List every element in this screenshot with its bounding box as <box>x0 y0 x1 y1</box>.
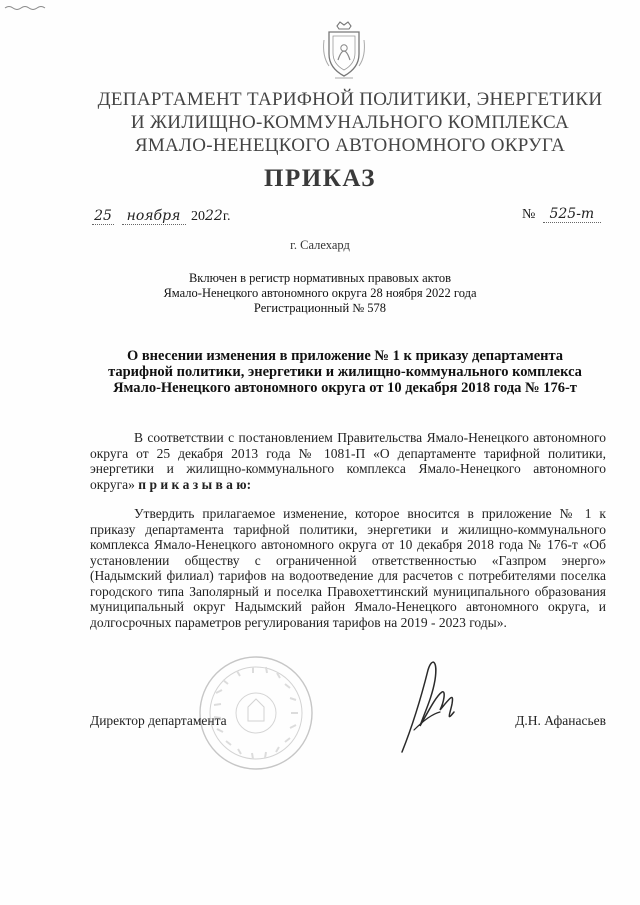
body-paragraph-2: Утвердить прилагаемое изменение, которое вносится в приложение № 1 к приказу департамента тарифной политики, энергетики и жилищно-коммунального комплекса Ямало-Ненецкого автономного округа от 10 декабря 2018 года № 176-т «Об установлении обществу с ограниченной ответственностью «Газпром энерго» (Надымский филиал) тарифов на водоотведение для расчетов с потребителями поселка городского типа Заполярный и поселка Правохеттинский муниципального образования муниципальный округ Надымский район Ямало-Ненецкого автономного округа, и долгосрочных параметров регулирования тарифов на 2019 - 2023 годы». <box>90 506 606 630</box>
scan-mark <box>4 4 46 12</box>
body-paragraph-1 <box>90 430 606 492</box>
coat-of-arms-icon <box>321 20 367 82</box>
date-year-prefix: 20 <box>191 209 205 224</box>
order-date <box>92 208 231 225</box>
signatory-position: Директор департамента <box>90 713 227 728</box>
department-name-line-1: ДЕПАРТАМЕНТ ТАРИФНОЙ ПОЛИТИКИ, ЭНЕРГЕТИКИ <box>97 89 603 110</box>
date-day: 25 <box>92 208 114 225</box>
city: г. Салехард <box>290 238 350 252</box>
signatory-name: Д.Н. Афанасьев <box>515 713 606 728</box>
order-title-line-2: тарифной политики, энергетики и жилищно-коммунального комплекса <box>108 364 582 380</box>
handwritten-signature <box>380 652 490 762</box>
registration-line-2: Ямало-Ненецкого автономного округа 28 ноября 2022 года <box>163 286 477 300</box>
order-title-line-3: Ямало-Ненецкого автономного округа от 10 декабря 2018 года № 176-т <box>113 380 577 396</box>
department-name-line-3: ЯМАЛО-НЕНЕЦКОГО АВТОНОМНОГО ОКРУГА <box>134 135 566 156</box>
date-year-suffix: 22 <box>205 208 223 224</box>
registration-line-1: Включен в регистр нормативных правовых актов <box>188 271 452 285</box>
order-title-line-1: О внесении изменения в приложение № 1 к приказу департамента <box>126 348 564 364</box>
date-month: ноября <box>122 208 186 225</box>
document-type-title: ПРИКАЗ <box>264 165 376 192</box>
department-name-line-2: И ЖИЛИЩНО-КОММУНАЛЬНОГО КОМПЛЕКСА <box>130 112 570 133</box>
body-paragraph-1-text: В соответствии с постановлением Правительства Ямало-Ненецкого автономного округа от 25 декабря 2013 года № 1081-П «О департаменте тарифной политики, энергетики и жилищно-коммунального комплекса Ямало-Ненецкого автономного округа» <box>90 430 606 492</box>
body-decree-word: п р и к а з ы в а ю: <box>138 476 252 492</box>
number-value: 525-т <box>543 206 601 223</box>
registration-line-3: Регистрационный № 578 <box>253 301 387 315</box>
number-sign: № <box>522 207 536 222</box>
order-number <box>522 206 601 223</box>
date-suffix: г. <box>222 209 231 224</box>
